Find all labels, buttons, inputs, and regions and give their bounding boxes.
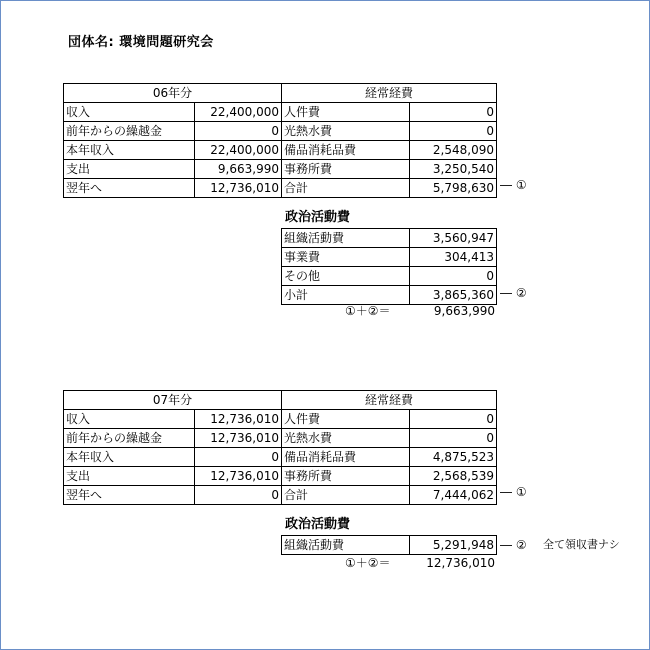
- org-title: 団体名: 環境問題研究会: [68, 35, 214, 50]
- political-label: 組織活動費: [282, 536, 410, 555]
- expense-label: 光熱水費: [282, 122, 410, 141]
- y06-marker-1: ― ①: [500, 178, 527, 192]
- y07-left-header: 07年分: [64, 391, 282, 410]
- table-row: [64, 467, 497, 486]
- table-row: [64, 103, 497, 122]
- expense-label: 合計: [282, 179, 410, 198]
- income-value: 9,663,990: [195, 160, 282, 179]
- income-label: 翌年へ: [64, 179, 195, 198]
- y07-note: 全て領収書ナシ: [543, 538, 620, 551]
- table-row: [282, 248, 497, 267]
- table-row: [64, 448, 497, 467]
- expense-value: 2,568,539: [410, 467, 497, 486]
- income-value: 12,736,010: [195, 179, 282, 198]
- expense-label: 事務所費: [282, 467, 410, 486]
- income-value: 22,400,000: [195, 141, 282, 160]
- table-row: [64, 429, 497, 448]
- table-row: [282, 536, 497, 555]
- political-value: 3,865,360: [410, 286, 497, 305]
- expense-value: 0: [410, 410, 497, 429]
- expense-value: 4,875,523: [410, 448, 497, 467]
- y06-marker-2: ― ②: [500, 286, 527, 300]
- y07-political-table: [281, 535, 497, 555]
- y07-main-table: [63, 390, 497, 505]
- y07-marker-2: ― ②: [500, 538, 527, 552]
- table-row: [282, 229, 497, 248]
- y06-political-title: 政治活動費: [285, 210, 351, 225]
- income-label: 収入: [64, 410, 195, 429]
- expense-value: 5,798,630: [410, 179, 497, 198]
- y07-right-header: 経常経費: [282, 391, 497, 410]
- political-value: 5,291,948: [410, 536, 497, 555]
- expense-label: 合計: [282, 486, 410, 505]
- y06-sum-value: 9,663,990: [433, 304, 495, 318]
- table-header-row: [64, 391, 497, 410]
- y06-left-header: 06年分: [64, 84, 282, 103]
- y06-political-table: [281, 228, 497, 305]
- y07-sum-label: ①＋②＝: [345, 556, 391, 570]
- political-label: 事業費: [282, 248, 410, 267]
- table-row: [64, 160, 497, 179]
- political-label: その他: [282, 267, 410, 286]
- income-label: 前年からの繰越金: [64, 429, 195, 448]
- expense-label: 事務所費: [282, 160, 410, 179]
- y06-right-header: 経常経費: [282, 84, 497, 103]
- table-row: [64, 410, 497, 429]
- political-value: 0: [410, 267, 497, 286]
- expense-label: 人件費: [282, 103, 410, 122]
- table-header-row: [64, 84, 497, 103]
- income-value: 22,400,000: [195, 103, 282, 122]
- expense-value: 3,250,540: [410, 160, 497, 179]
- expense-value: 2,548,090: [410, 141, 497, 160]
- income-value: 12,736,010: [195, 467, 282, 486]
- y06-main-table: [63, 83, 497, 198]
- expense-value: 0: [410, 429, 497, 448]
- y07-sum-value: 12,736,010: [426, 556, 495, 570]
- table-row: [64, 486, 497, 505]
- income-label: 翌年へ: [64, 486, 195, 505]
- political-value: 3,560,947: [410, 229, 497, 248]
- table-row: [282, 267, 497, 286]
- expense-label: 光熱水費: [282, 429, 410, 448]
- table-row: [64, 179, 497, 198]
- income-label: 支出: [64, 160, 195, 179]
- expense-value: 0: [410, 122, 497, 141]
- political-label: 組織活動費: [282, 229, 410, 248]
- table-row: [64, 141, 497, 160]
- expense-value: 0: [410, 103, 497, 122]
- income-value: 12,736,010: [195, 429, 282, 448]
- expense-value: 7,444,062: [410, 486, 497, 505]
- income-label: 支出: [64, 467, 195, 486]
- income-label: 本年収入: [64, 141, 195, 160]
- table-row: [64, 122, 497, 141]
- expense-label: 備品消耗品費: [282, 448, 410, 467]
- expense-label: 備品消耗品費: [282, 141, 410, 160]
- expense-label: 人件費: [282, 410, 410, 429]
- income-label: 収入: [64, 103, 195, 122]
- political-label: 小計: [282, 286, 410, 305]
- y07-marker-1: ― ①: [500, 485, 527, 499]
- income-value: 12,736,010: [195, 410, 282, 429]
- income-label: 前年からの繰越金: [64, 122, 195, 141]
- income-label: 本年収入: [64, 448, 195, 467]
- income-value: 0: [195, 486, 282, 505]
- y07-political-title: 政治活動費: [285, 517, 351, 532]
- political-value: 304,413: [410, 248, 497, 267]
- income-value: 0: [195, 122, 282, 141]
- income-value: 0: [195, 448, 282, 467]
- y06-sum-label: ①＋②＝: [345, 304, 391, 318]
